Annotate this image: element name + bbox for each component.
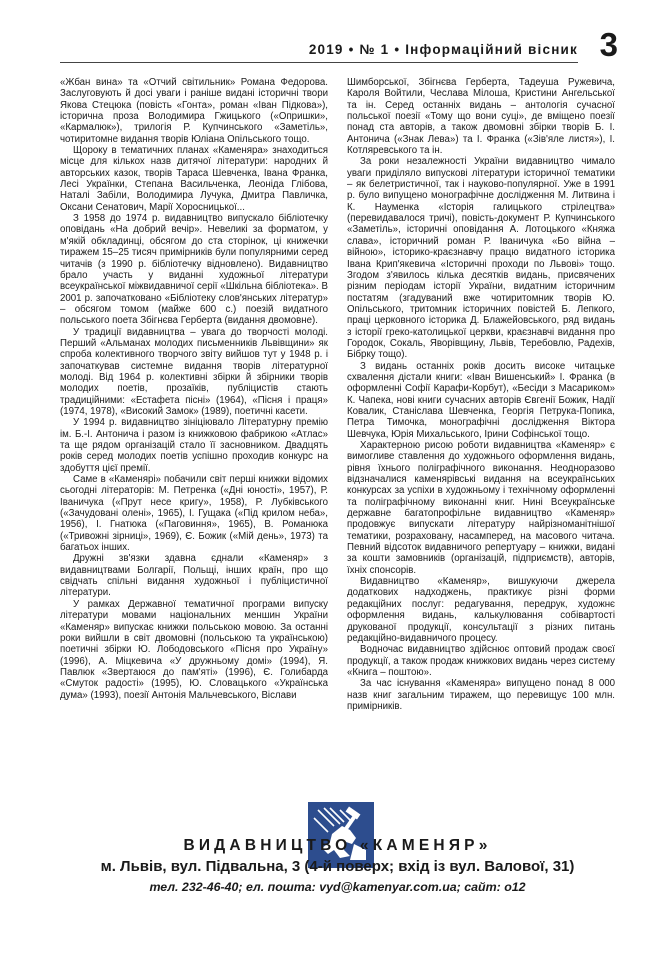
running-title: 2019 • № 1 • Інформаційний вісник — [308, 42, 578, 57]
page-number: 3 — [599, 26, 618, 63]
paragraph: Видавництво «Каменяр», вишукуючи джерела додаткових надходжень, практикує різні форми редакційних послуг: редагування, передрук, художнє оформлення видань, калькулювання собівартості друкованої продукції, консультації з різних питань редакційно-видавничого процесу. — [347, 576, 615, 644]
publisher-name: ВИДАВНИЦТВО «КАМЕНЯР» — [183, 837, 492, 854]
paragraph: Водночас видавництво здійснює оптовий продаж своєї продукції, а також продаж книжкових видань через систему «Книга – поштою». — [347, 644, 615, 678]
stone-breaker-logo-icon — [310, 804, 372, 866]
right-column — [347, 77, 615, 797]
paragraph: Шимборської, Збігнєва Герберта, Тадеуша Ружевича, Кароля Войтили, Чеслава Мілоша, Кристини Ангельської та ін. Серед останніх видань – антологія сучасної польської поезії «Тому що вони суці», де вміщено поезії понад ста авторів, а також двомовні збірки творів Б. І. Антонича («Знак Лева») та І. Франка («Зів'яле листя»), І. Котляревського та ін. — [347, 77, 615, 157]
article-body — [60, 77, 615, 797]
header-rule — [60, 62, 578, 63]
paragraph: У традиції видавництва – увага до творчості молоді. Перший «Альманах молодих письменників Львівщини» як спроба колективного творчого звіту вийшов тут у 1948 р. і започаткував системне видання творів літературної молоді. Від 1964 р. колективні збірки й збірники творів молодих поетів, прозаїків, публіцистів стають традиційними: «Естафета пісні» (1964), «Пісня і праця» (1974, 1978), «Високий Замок» (1989), поетичні касети. — [60, 326, 328, 417]
publisher-address: м. Львів, вул. Підвальна, 3 (4-й поверх; вхід із вул. Валової, 31) — [100, 858, 575, 875]
paragraph: З видань останніх років досить високе читацьке схвалення дістали книги: «Іван Вишенський» І. Франка (в оформленні Софії Карафи-Корбут), «Бесіди з Масариком» К. Чапека, нові книги сучасних авторів Євгенії Божик, Надії Ковалик, Станіслава Шевченка, Георгія Петрука-Попика, Петра Тимочка, монографічні дослідження Віктора Шевчука, Юрія Михальського, Ірини Софінської тощо. — [347, 360, 615, 440]
publisher-contacts: тел. 232-46-40; ел. пошта: vyd@kamenyar.com.ua; сайт: о12 — [149, 880, 526, 894]
paragraph: Дружні зв'язки здавна єднали «Каменяр» з видавництвами Болгарії, Польщі, інших країн, про що свідчать спільні видання художньої і публіцистичної літератури. — [60, 553, 328, 599]
publisher-footer — [60, 802, 615, 902]
paragraph: За роки незалежності України видавництво чимало уваги приділяло випускові літератури історичної тематики – як белетристичної, так і науково-популярної. Уже в 1991 р. було випущено монографічне дослідження М. Литвина і К. Науменка «Історія галицького стрілецтва» (перевидавалося тричі), повість-документ Р. Купчинського «Заметіль», історичні оповідання А. Лотоцького «Княжа слава», історичний роман Р. Іваничука «Бо війна – війною», історико-краєзнавчу працю видатного історика Івана Крип'якевича «Історичні проходи по Львові» тощо. Згодом з'явилось кілька десятків видань, присвячених різним періодам історії України, видатним історичним постатям (згадуваний вже чотиритомник творів Ю. Опільського, тритомник історичних повістей Б. Лепкого, праці церковного історика Д. Блажейовського, ряд видань з історії греко-католицької церкви, краєзнавчі видання про Городок, Сокаль, Яворівщину, Львів, Теребовлю, Радехів, Бібрку тощо). — [347, 156, 615, 361]
paragraph: У рамках Державної тематичної програми випуску літератури мовами національних меншин України «Каменяр» випускає книжки польською мовою. За останні роки вийшли в світ двомовні (польською та українською) поетичні збірки Ю. Лободовського «Пісня про Україну» (1996), А. Міцкевича «У дружньому домі» (1994), Я. Павлюк «Звертаюся до пам'яті» (1996), Є. Голибарда «Смуток радості» (1995), Ю. Словацького «Українська дума» (1993), поезії Антонія Мальчевського, Віслави — [60, 598, 328, 701]
paragraph: «Жбан вина» та «Отчий світильник» Романа Федорова. Заслуговують й досі уваги і раніше видані історичні твори Якова Стецюка (повість «Гонта», роман «Іван Підкова»), історична проза Володимира Гжицького («Опришки», «Кармалюк»), трилогія Р. Купчинського «Заметіль», чотиритомне видання творів Юліана Опільського тощо. — [60, 77, 328, 145]
page-header — [60, 26, 618, 66]
paragraph: З 1958 до 1974 р. видавництво випускало бібліотечку оповідань «На добрий вечір». Невеликі за форматом, у м'якій обкладинці, обсягом до ста сторінок, ці книжечки тиражем 15–25 тисяч примірників були популярними серед читачів (з 1990 р. бібліотечку відновлено). Видавництво брало участь у виданні художньої літератури всеукраїнської міжвидавничої серії «Шкільна бібліотека». В 2001 р. започатковано «Бібліотеку слов'янських літератур» – обсягом томом (майже 600 с.) поезій видатного польського поета Збігнєва Герберта (видання двомовне). — [60, 213, 328, 327]
paragraph: За час існування «Каменяра» випущено понад 8 000 назв книг загальним тиражем, що перевищує 100 млн. примірників. — [347, 678, 615, 712]
paragraph: Характерною рисою роботи видавництва «Каменяр» є вимогливе ставлення до художнього оформлення видань, рівня їхнього поліграфічного виконання. Неодноразово відзначалися каменярівські видання на всеукраїнських конкурсах за успіхи в художньому і технічному оформленні та поліграфічному виконанні книг. Нині Всеукраїнське державне багатопрофільне видавництво «Каменяр» продовжує випускати літературу найрізноманітнішої тематики, розраховану, насамперед, на масового читача. Певний відсоток видавничого репертуару – книжки, видані за кошти замовників (організацій, підприємств), авторів, їхніх спонсорів. — [347, 440, 615, 576]
paragraph: У 1994 р. видавництво зініціювало Літературну премію ім. Б.-І. Антонича і разом із книжковою фабрикою «Атлас» та ще рядом організацій стало її засновником. Двадцять років серед молодих поетів успішно проходив конкурс на здобуття цієї премії. — [60, 417, 328, 474]
paragraph: Саме в «Каменярі» побачили світ перші книжки відомих сьогодні літераторів: М. Петренка («Дні юності», 1957), Р. Іваничука («Прут несе кригу», 1958), Р. Лубківського («Зачудовані олені», 1965), І. Гущака («Під крилом неба», 1956), І. Гнатюка («Паговиння», 1965), В. Романюка («Тривожні зірниці», 1969), Є. Божик («Мій день», 1973) та багатьох інших. — [60, 474, 328, 554]
left-column — [60, 77, 328, 797]
paragraph: Щороку в тематичних планах «Каменяра» знаходиться місце для кількох назв дитячої літератури: народних й авторських казок, творів Тараса Шевченка, Івана Франка, Лесі Українки, Степана Васильченка, Леоніда Глібова, Наталі Забіли, Володимира Лучука, Дмитра Павличка, Оксани Сенатович, Марії Хоросницької... — [60, 145, 328, 213]
